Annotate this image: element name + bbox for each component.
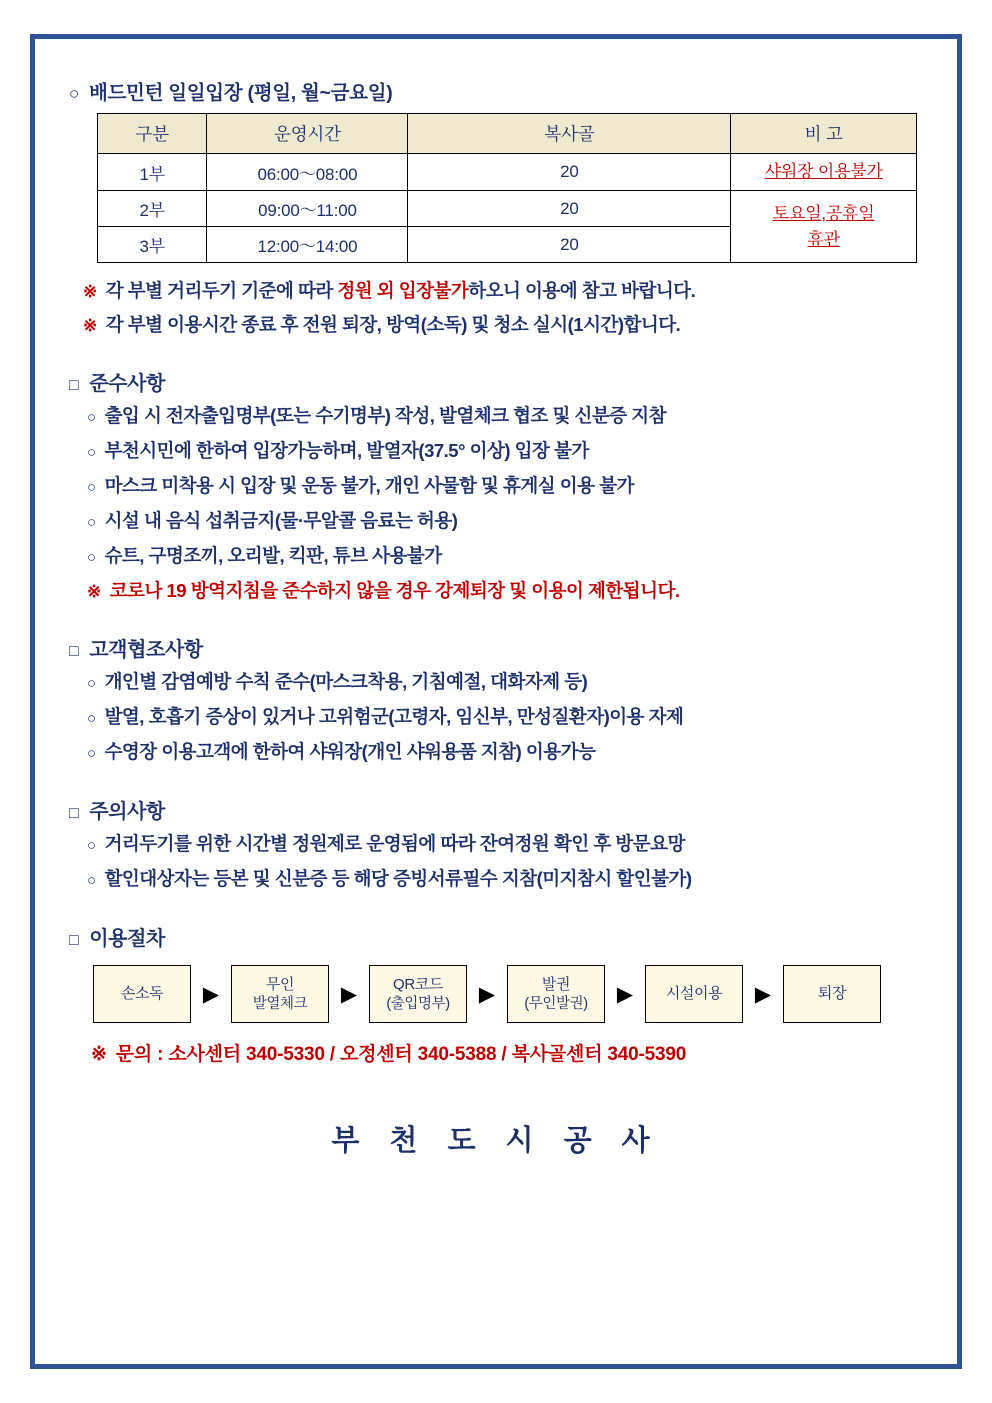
schedule-table (97, 113, 917, 263)
asterisk-icon: ※ (83, 316, 97, 336)
schedule-heading-text: 배드민턴 일일입장 (평일, 월~금요일) (88, 82, 393, 104)
square-bullet-icon: □ (69, 377, 79, 395)
procedure-flow (93, 965, 923, 1023)
flow-step-temperature (231, 965, 329, 1023)
cell-time: 06:00～08:00 (207, 154, 408, 191)
flow-step-line2: (무인발권) (524, 995, 588, 1012)
circle-bullet-icon: ○ (87, 872, 96, 890)
organization-name: 부 천 도 시 공 사 (331, 1125, 661, 1158)
compliance-heading (69, 367, 923, 396)
list-item (69, 472, 923, 498)
remark-holiday-line1: 토요일,공휴일 (772, 203, 875, 223)
table-row (98, 191, 917, 227)
remark-holiday-line2: 휴관 (807, 229, 840, 249)
procedure-heading (69, 922, 923, 951)
compliance-item-text: 출입 시 전자출입명부(또는 수기명부) 작성, 발열체크 협조 및 신분증 지참 (104, 405, 667, 427)
column-header-time: 운영시간 (207, 114, 408, 154)
circle-bullet-icon: ○ (69, 84, 79, 103)
cooperation-item-text: 개인별 감염예방 수칙 준수(마스크착용, 기침예절, 대화자제 등) (104, 671, 588, 693)
notice-capacity-highlight: 정원 외 입장불가 (337, 280, 469, 302)
asterisk-icon: ※ (91, 1044, 107, 1066)
list-item (69, 865, 923, 891)
cell-boksagol: 20 (408, 154, 731, 191)
flow-step-line2: (출입명부) (386, 995, 450, 1012)
notice-capacity-text (106, 277, 696, 303)
arrow-right-icon: ▶ (478, 982, 496, 1006)
compliance-item-text: 시설 내 음식 섭취금지(물·무알콜 음료는 허용) (104, 510, 458, 532)
circle-bullet-icon: ○ (87, 514, 96, 532)
notice-cleaning-text: 각 부별 이용시간 종료 후 전원 퇴장, 방역(소독) 및 청소 실시(1시간)합니다. (105, 314, 681, 336)
square-bullet-icon: □ (69, 932, 79, 950)
arrow-right-icon: ▶ (616, 982, 634, 1006)
list-item (69, 507, 923, 533)
cooperation-heading (69, 633, 923, 662)
flow-step-line1: 손소독 (120, 984, 164, 1002)
circle-bullet-icon: ○ (87, 479, 96, 497)
flow-step-facility-use (645, 965, 743, 1023)
caution-heading (69, 795, 923, 824)
cell-division: 1부 (98, 154, 207, 191)
notice-capacity-post: 하오니 이용에 참고 바랍니다. (468, 280, 696, 302)
table-row (98, 154, 917, 191)
cooperation-item-text: 발열, 호흡기 증상이 있거나 고위험군(고령자, 임신부, 만성질환자)이용 자제 (104, 706, 684, 728)
circle-bullet-icon: ○ (87, 549, 96, 567)
cell-remark-holiday (731, 191, 917, 263)
flow-step-sanitize (93, 965, 191, 1023)
notice-capacity (69, 277, 923, 303)
cell-time: 09:00～11:00 (207, 191, 408, 227)
circle-bullet-icon: ○ (87, 837, 96, 855)
compliance-warning-text: 코로나 19 방역지침을 준수하지 않을 경우 강제퇴장 및 이용이 제한됩니다. (109, 580, 680, 602)
cooperation-item-text: 수영장 이용고객에 한하여 샤워장(개인 샤워용품 지참) 이용가능 (104, 741, 596, 763)
square-bullet-icon: □ (69, 643, 79, 661)
circle-bullet-icon: ○ (87, 444, 96, 462)
compliance-item-text: 부천시민에 한하여 입장가능하며, 발열자(37.5° 이상) 입장 불가 (104, 440, 589, 462)
contact-line (91, 1039, 923, 1066)
flow-step-line1: QR코드 (393, 975, 443, 993)
compliance-item-text: 슈트, 구명조끼, 오리발, 킥판, 튜브 사용불가 (104, 545, 442, 567)
procedure-heading-text: 이용절차 (89, 928, 165, 951)
arrow-right-icon: ▶ (754, 982, 772, 1006)
contact-text: 문의 : 소사센터 340-5330 / 오정센터 340-5388 / 복사골센터 340-5390 (115, 1044, 687, 1066)
list-item (69, 703, 923, 729)
cell-remark-shower: 샤워장 이용불가 (731, 154, 917, 191)
caution-item-text: 할인대상자는 등본 및 신분증 등 해당 증빙서류필수 지참(미지참시 할인불가) (104, 868, 692, 890)
flow-step-line1: 퇴장 (817, 984, 847, 1002)
list-item (69, 402, 923, 428)
asterisk-icon: ※ (87, 582, 101, 602)
cooperation-heading-text: 고객협조사항 (89, 639, 203, 662)
compliance-warning (69, 577, 923, 603)
flow-step-ticketing (507, 965, 605, 1023)
caution-item-text: 거리두기를 위한 시간별 정원제로 운영됨에 따라 잔여정원 확인 후 방문요망 (104, 833, 685, 855)
cell-division: 3부 (98, 227, 207, 263)
column-header-remark: 비 고 (731, 114, 917, 154)
compliance-item-text: 마스크 미착용 시 입장 및 운동 불가, 개인 사물함 및 휴게실 이용 불가 (104, 475, 634, 497)
notice-cleaning (69, 311, 923, 337)
circle-bullet-icon: ○ (87, 710, 96, 728)
table-header-row (98, 114, 917, 154)
notice-capacity-pre: 각 부별 거리두기 기준에 따라 (105, 280, 338, 302)
flow-step-line1: 무인 (265, 975, 295, 993)
circle-bullet-icon: ○ (87, 745, 96, 763)
notice-frame (30, 34, 962, 1369)
arrow-right-icon: ▶ (202, 982, 220, 1006)
column-header-division: 구분 (98, 114, 207, 154)
cell-division: 2부 (98, 191, 207, 227)
compliance-heading-text: 준수사항 (89, 373, 165, 396)
asterisk-icon: ※ (83, 282, 97, 302)
flow-step-line2: 발열체크 (252, 995, 308, 1012)
cell-boksagol: 20 (408, 227, 731, 263)
circle-bullet-icon: ○ (87, 675, 96, 693)
list-item (69, 668, 923, 694)
list-item (69, 437, 923, 463)
caution-heading-text: 주의사항 (89, 801, 165, 824)
circle-bullet-icon: ○ (87, 409, 96, 427)
arrow-right-icon: ▶ (340, 982, 358, 1006)
flow-step-line1: 발권 (541, 975, 571, 993)
cell-boksagol: 20 (408, 191, 731, 227)
list-item (69, 830, 923, 856)
column-header-boksagol: 복사골 (408, 114, 731, 154)
list-item (69, 542, 923, 568)
flow-step-line1: 시설이용 (665, 984, 723, 1002)
schedule-heading (69, 77, 923, 105)
list-item (69, 738, 923, 764)
square-bullet-icon: □ (69, 805, 79, 823)
flow-step-qrcode (369, 965, 467, 1023)
cell-time: 12:00～14:00 (207, 227, 408, 263)
flow-step-exit (783, 965, 881, 1023)
